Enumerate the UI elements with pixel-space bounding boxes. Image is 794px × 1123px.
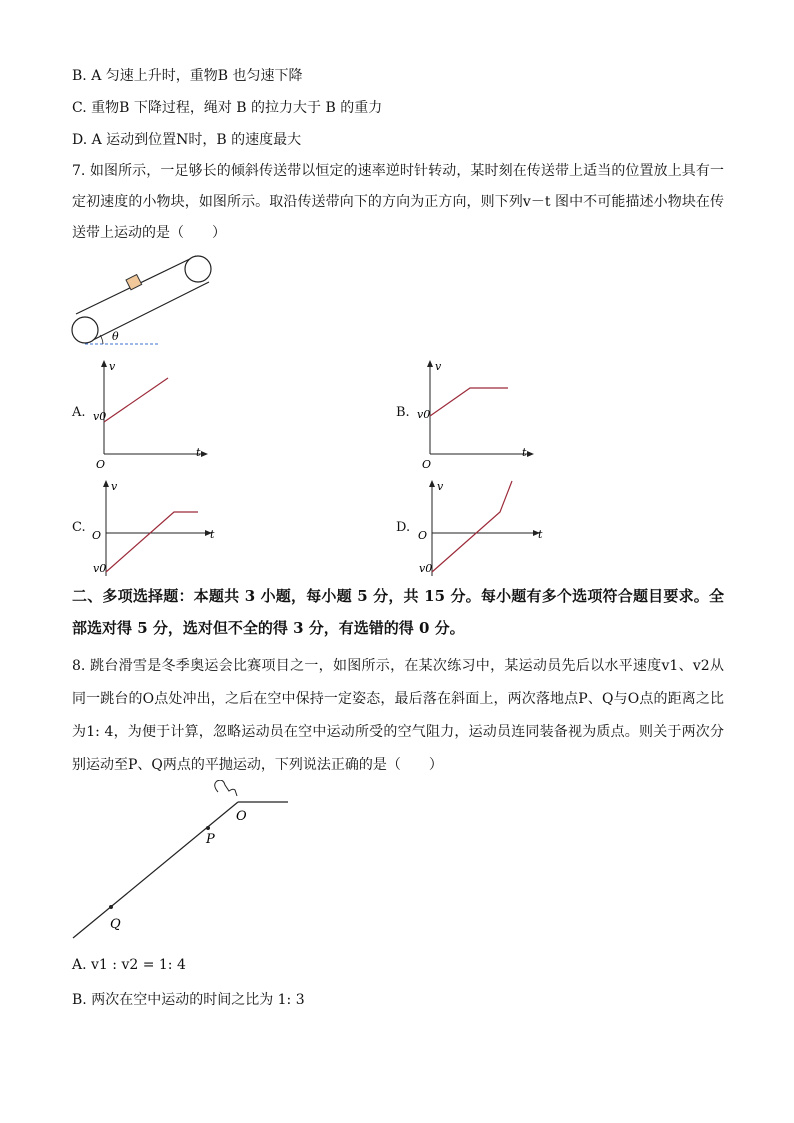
q8-option-b: B. 两次在空中运动的时间之比为 1: 3	[72, 992, 305, 1008]
t-axis-label: t	[522, 446, 527, 459]
vt-line	[432, 481, 512, 572]
q6-option-b: B. A 匀速上升时，重物B 也匀速下降	[72, 68, 303, 84]
option-c-label: C.	[72, 520, 86, 535]
vt-line	[106, 512, 198, 572]
conveyor-belt-figure	[70, 252, 220, 352]
q6-option-d: D. A 运动到位置N时，B 的速度最大	[72, 132, 302, 148]
option-c-graph	[90, 476, 220, 581]
origin-label: O	[96, 458, 106, 471]
option-b-graph	[416, 356, 541, 471]
v0-label: v0	[419, 562, 433, 575]
vt-line	[430, 388, 508, 416]
section-2-heading: 二、多项选择题：本题共 3 小题，每小题 5 分，共 15 分。每小题有多个选项符合题目要求。全部选对得 5 分，选对但不全的得 3 分，有选错的得 0 分。	[72, 587, 724, 637]
option-d-graph	[416, 476, 551, 581]
q7-stem: 7. 如图所示，一足够长的倾斜传送带以恒定的速率逆时针转动，某时刻在传送带上适当的位置放上具有一定初速度的小物块，如图所示。取沿传送带向下的方向为正方向，则下列v－t 图中不可能描述小物块在传送带上运动的是（ ）	[72, 163, 724, 241]
ski-jump-figure	[68, 780, 298, 945]
option-a-graph	[90, 356, 215, 471]
option-a-label: A.	[72, 405, 86, 420]
point-q-label: Q	[110, 917, 121, 932]
point-p	[206, 826, 210, 830]
skier-figure	[215, 780, 237, 796]
v0-label: v0	[93, 562, 107, 575]
q8-stem: 8. 跳台滑雪是冬季奥运会比赛项目之一，如图所示，在某次练习中，某运动员先后以水平速度v1、v2从同一跳台的O点处冲出，之后在空中保持一定姿态，最后落在斜面上，两次落地点P、Q与O点的距离之比为1: 4，为便于计算，忽略运动员在空中运动所受的空气阻力，运动员连同装备视为质点。则关于两次分别运动至P、Q两点的平抛运动，下列说法正确的是（ ）	[72, 658, 724, 773]
v0-label: v0	[417, 408, 431, 421]
option-b-label: B.	[396, 405, 410, 420]
v0-label: v0	[93, 410, 107, 423]
vt-line	[104, 378, 168, 422]
origin-label: O	[422, 458, 432, 471]
v-axis-label: v	[437, 480, 444, 493]
origin-label: O	[418, 529, 428, 542]
block	[126, 275, 142, 290]
point-p-label: P	[206, 832, 215, 847]
q6-option-c: C. 重物B 下降过程，绳对 B 的拉力大于 B 的重力	[72, 100, 383, 116]
t-axis-label: t	[210, 528, 215, 541]
pulley-upper	[185, 256, 211, 282]
point-q	[109, 905, 113, 909]
v-axis-label: v	[109, 360, 116, 373]
q8-option-a: A. v1 : v2 = 1: 4	[72, 957, 186, 973]
pulley-lower	[72, 317, 98, 343]
theta-label: θ	[112, 330, 119, 343]
v-axis-label: v	[435, 360, 442, 373]
t-axis-label: t	[196, 446, 201, 459]
t-axis-label: t	[538, 528, 543, 541]
option-d-label: D.	[396, 520, 411, 535]
v-axis-label: v	[111, 480, 118, 493]
point-o-label: O	[236, 809, 247, 824]
origin-label: O	[92, 529, 102, 542]
